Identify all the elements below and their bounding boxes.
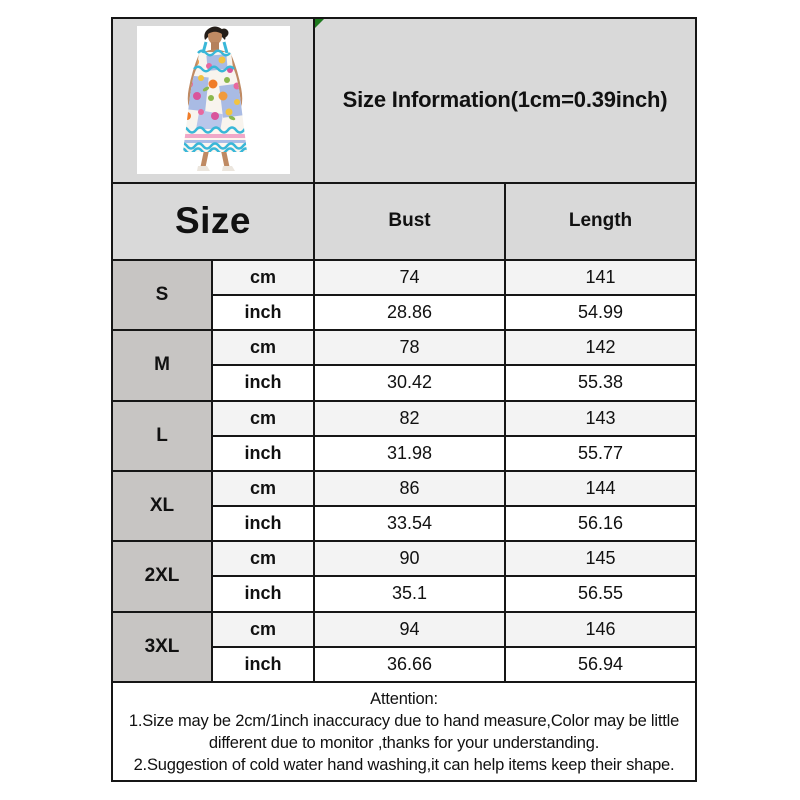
- attention-title: Attention:: [370, 689, 438, 708]
- size-information-title-cell: [314, 18, 696, 183]
- bust-cm-value: 74: [314, 260, 505, 295]
- bust-cm-value: 86: [314, 471, 505, 506]
- length-cm-value: 146: [505, 612, 696, 647]
- product-image: [137, 26, 290, 174]
- bust-inch-value: 28.86: [314, 295, 505, 330]
- unit-cm: cm: [212, 330, 314, 365]
- bust-inch-value: 35.1: [314, 576, 505, 611]
- length-cm-value: 143: [505, 401, 696, 436]
- attention-cell: [112, 682, 696, 781]
- bust-inch-value: 31.98: [314, 436, 505, 471]
- column-header-size: Size: [112, 183, 314, 260]
- unit-inch: inch: [212, 647, 314, 682]
- image-title-row: [112, 18, 696, 183]
- size-row-xl-cm: [112, 471, 696, 506]
- bust-inch-value: 30.42: [314, 365, 505, 400]
- column-header-bust: Bust: [314, 183, 505, 260]
- size-row-m-cm: [112, 330, 696, 365]
- size-label-xl: XL: [112, 471, 212, 541]
- size-label-m: M: [112, 330, 212, 400]
- size-information-title: Size Information(1cm=0.39inch): [342, 87, 668, 113]
- product-image-cell: [112, 18, 314, 183]
- size-label-l: L: [112, 401, 212, 471]
- unit-cm: cm: [212, 260, 314, 295]
- green-triangle-cell-marker-icon: [315, 19, 324, 28]
- unit-inch: inch: [212, 576, 314, 611]
- unit-inch: inch: [212, 365, 314, 400]
- unit-cm: cm: [212, 541, 314, 576]
- size-chart-table: [111, 17, 697, 782]
- length-inch-value: 56.55: [505, 576, 696, 611]
- size-label-s: S: [112, 260, 212, 330]
- size-row-3xl-cm: [112, 612, 696, 647]
- unit-cm: cm: [212, 401, 314, 436]
- size-label-2xl: 2XL: [112, 541, 212, 611]
- attention-row: [112, 682, 696, 781]
- bust-cm-value: 78: [314, 330, 505, 365]
- bust-cm-value: 94: [314, 612, 505, 647]
- size-label-3xl: 3XL: [112, 612, 212, 682]
- length-inch-value: 56.94: [505, 647, 696, 682]
- bust-inch-value: 36.66: [314, 647, 505, 682]
- length-cm-value: 145: [505, 541, 696, 576]
- size-rows: [112, 260, 696, 682]
- size-row-s-cm: [112, 260, 696, 295]
- length-inch-value: 54.99: [505, 295, 696, 330]
- length-cm-value: 142: [505, 330, 696, 365]
- unit-inch: inch: [212, 436, 314, 471]
- bust-cm-value: 90: [314, 541, 505, 576]
- unit-inch: inch: [212, 506, 314, 541]
- attention-item-1: 1.Size may be 2cm/1inch inaccuracy due to hand measure,Color may be little different due to monitor ,thanks for your understanding.: [128, 711, 680, 752]
- length-cm-value: 141: [505, 260, 696, 295]
- length-inch-value: 55.38: [505, 365, 696, 400]
- size-row-l-cm: [112, 401, 696, 436]
- dress-illustration: [137, 26, 290, 174]
- length-cm-value: 144: [505, 471, 696, 506]
- unit-inch: inch: [212, 295, 314, 330]
- column-header-row: [112, 183, 696, 260]
- length-inch-value: 55.77: [505, 436, 696, 471]
- unit-cm: cm: [212, 612, 314, 647]
- bust-inch-value: 33.54: [314, 506, 505, 541]
- column-header-length: Length: [505, 183, 696, 260]
- attention-item-2: 2.Suggestion of cold water hand washing,it can help items keep their shape.: [133, 755, 675, 774]
- length-inch-value: 56.16: [505, 506, 696, 541]
- unit-cm: cm: [212, 471, 314, 506]
- size-row-2xl-cm: [112, 541, 696, 576]
- bust-cm-value: 82: [314, 401, 505, 436]
